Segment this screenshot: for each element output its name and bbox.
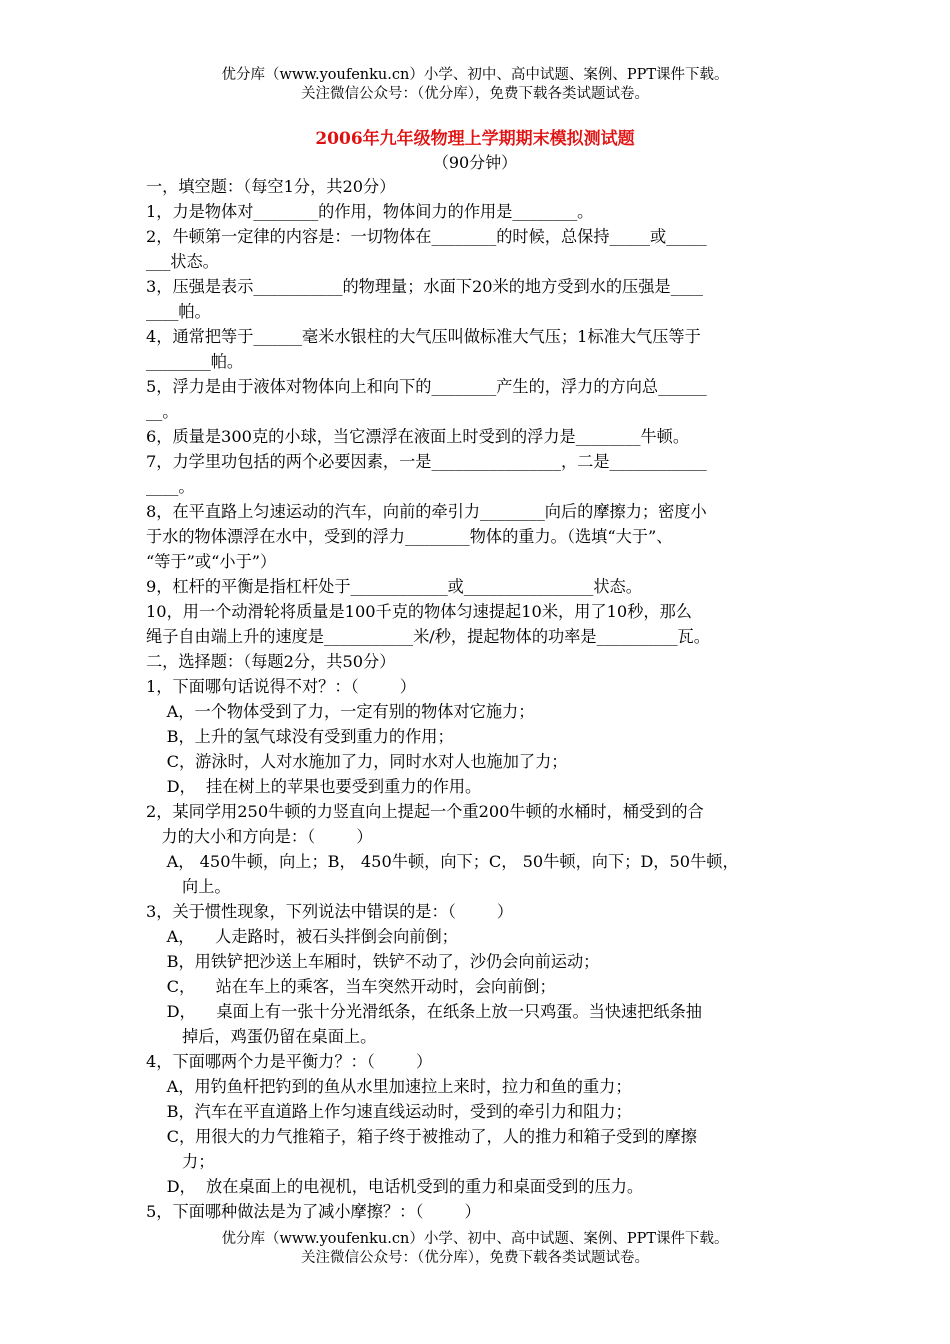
exam-line: “等于”或“小于”） [146,552,277,571]
exam-line: 7，力学里功包括的两个必要因素，一是________________，二是____________ [146,452,707,471]
exam-line: B，上升的氢气球没有受到重力的作用； [146,727,454,746]
exam-line: D， 挂在树上的苹果也要受到重力的作用。 [146,777,482,796]
exam-line: __。 [146,402,179,421]
exam-line: ___状态。 [146,252,219,271]
exam-line: D， 桌面上有一张十分光滑纸条，在纸条上放一只鸡蛋。当快速把纸条抽 [146,1002,702,1021]
exam-line: C，游泳时，人对水施加了力，同时水对人也施加了力； [146,752,568,771]
exam-line: 3，关于惯性现象，下列说法中错误的是：（ ） [146,902,514,921]
exam-line: 二，选择题：（每题2分，共50分） [146,652,396,671]
exam-line: 一，填空题：（每空1分，共20分） [146,177,396,196]
exam-line: B，用铁铲把沙送上车厢时，铁铲不动了，沙仍会向前运动； [146,952,600,971]
exam-line: 8，在平直路上匀速运动的汽车，向前的牵引力________向后的摩擦力；密度小 [146,502,707,521]
exam-line: A，一个物体受到了力，一定有别的物体对它施力； [146,702,535,721]
exam-line: 掉后，鸡蛋仍留在桌面上。 [146,1027,377,1046]
exam-line: ____帕。 [146,302,211,321]
exam-line: 2，牛顿第一定律的内容是：一切物体在________的时候，总保持_____或_____ [146,227,707,246]
exam-line: B，汽车在平直道路上作匀速直线运动时，受到的牵引力和阻力； [146,1102,632,1121]
header-line-1: 优分库（www.youfenku.cn）小学、初中、高中试题、案例、PPT课件下载。 [221,67,729,83]
exam-line: ________帕。 [146,352,244,371]
exam-body [146,174,810,1224]
exam-line: 5，下面哪种做法是为了减小摩擦？：（ ） [146,1202,481,1221]
exam-line: C，用很大的力气推箱子，箱子终于被推动了，人的推力和箱子受到的摩擦 [146,1127,697,1146]
exam-line: A，用钓鱼杆把钓到的鱼从水里加速拉上来时，拉力和鱼的重力； [146,1077,632,1096]
exam-title: 2006年九年级物理上学期期末模拟测试题 [315,129,635,149]
exam-line: 力的大小和方向是：（ ） [146,827,373,846]
exam-line: 9，杠杆的平衡是指杠杆处于____________或________________状态。 [146,577,642,596]
exam-line: 3，压强是表示___________的物理量；水面下20米的地方受到水的压强是____ [146,277,703,296]
exam-line: C， 站在车上的乘客，当车突然开动时，会向前倒； [146,977,556,996]
header-line-2: 关注微信公众号：（优分库），免费下载各类试题试卷。 [301,86,649,102]
exam-line: A， 人走路时，被石头拌倒会向前倒； [146,927,458,946]
exam-line: 2，某同学用250牛顿的力竖直向上提起一个重200牛顿的水桶时，桶受到的合 [146,802,704,821]
footer-line-2: 关注微信公众号：（优分库），免费下载各类试题试卷。 [301,1250,649,1266]
exam-line: 4，通常把等于______毫米水银柱的大气压叫做标准大气压；1标准大气压等于 [146,327,701,346]
exam-line: D， 放在桌面上的电视机，电话机受到的重力和桌面受到的压力。 [146,1177,644,1196]
exam-line: 5，浮力是由于液体对物体向上和向下的________产生的，浮力的方向总______ [146,377,707,396]
exam-line: 4，下面哪两个力是平衡力？：（ ） [146,1052,433,1071]
page-footer [0,1230,950,1268]
page-header [0,66,950,104]
exam-line: 1，下面哪句话说得不对？：（ ） [146,677,416,696]
exam-duration: （90分钟） [432,153,518,172]
exam-line: ____。 [146,477,195,496]
exam-line: 力； [146,1152,215,1171]
exam-line: A， 450牛顿，向上；B， 450牛顿，向下；C， 50牛顿，向下；D，50牛顿， [146,852,739,871]
exam-line: 绳子自由端上升的速度是___________米/秒，提起物体的功率是__________瓦。 [146,627,710,646]
exam-line: 于水的物体漂浮在水中，受到的浮力________物体的重力。（选填“大于”、 [146,527,673,546]
exam-line: 10，用一个动滑轮将质量是100千克的物体匀速提起10米，用了10秒，那么 [146,602,692,621]
exam-line: 1，力是物体对________的作用，物体间力的作用是________。 [146,202,594,221]
exam-line: 向上。 [146,877,231,896]
footer-line-1: 优分库（www.youfenku.cn）小学、初中、高中试题、案例、PPT课件下载。 [221,1231,729,1247]
exam-line: 6，质量是300克的小球，当它漂浮在液面上时受到的浮力是________牛顿。 [146,427,690,446]
